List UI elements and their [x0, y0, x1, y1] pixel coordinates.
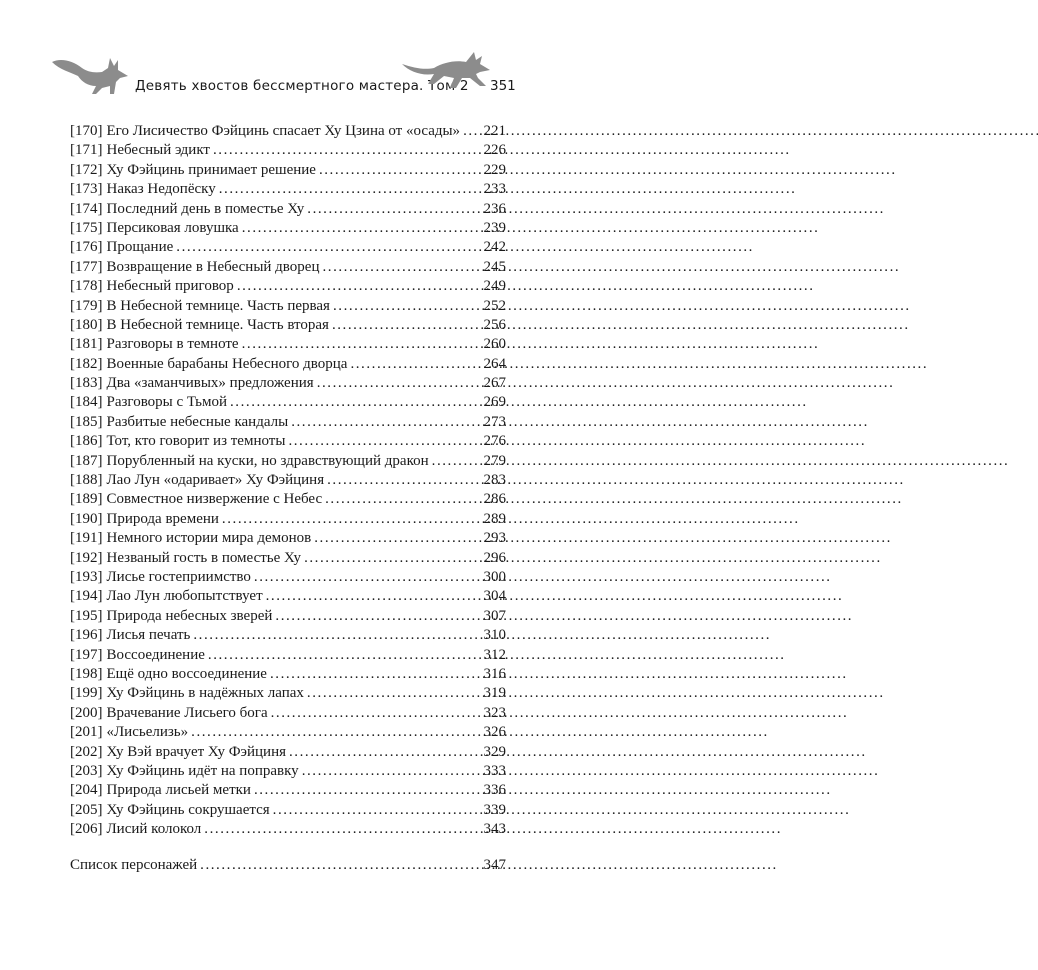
- toc-entry[interactable]: [70, 743, 506, 762]
- fox-silhouette-icon: [50, 48, 130, 96]
- toc-entry-number: [184]: [70, 394, 103, 411]
- toc-entry-page: 307: [483, 607, 506, 624]
- toc-entry-page: 279: [483, 452, 506, 469]
- toc-entry-number: [192]: [70, 549, 103, 566]
- toc-entry-page: 236: [483, 200, 506, 217]
- toc-entry[interactable]: [70, 665, 506, 684]
- toc-appendix-entry[interactable]: [70, 856, 506, 875]
- toc-entry-number: [206]: [70, 821, 103, 838]
- toc-entry[interactable]: [70, 549, 506, 568]
- toc-entry[interactable]: [70, 587, 506, 606]
- dot-leader: [463, 122, 480, 141]
- toc-entry-page: 269: [483, 394, 506, 411]
- toc-entry-number: [186]: [70, 433, 103, 450]
- toc-entry[interactable]: [70, 316, 506, 335]
- dot-leader: [230, 393, 481, 412]
- toc-entry-page: 312: [483, 646, 506, 663]
- toc-entry-number: [177]: [70, 258, 103, 275]
- dot-leader: [254, 781, 481, 800]
- toc-entry-number: [188]: [70, 472, 103, 489]
- toc-entry[interactable]: [70, 432, 506, 451]
- toc-entry-page: 296: [483, 549, 506, 566]
- dot-leader: [319, 161, 481, 180]
- toc-entry-title: Лисья печать: [106, 627, 191, 644]
- dot-leader: [254, 568, 481, 587]
- toc-entry-number: [197]: [70, 646, 103, 663]
- toc-entry-page: 226: [483, 142, 506, 159]
- toc-entry-number: [183]: [70, 375, 103, 392]
- dot-leader: [242, 219, 481, 238]
- toc-entry-page: 252: [483, 297, 506, 314]
- toc-entry-number: [182]: [70, 355, 103, 372]
- toc-entry-title: Ху Фэйцинь сокрушается: [106, 801, 270, 818]
- toc-entry[interactable]: [70, 122, 506, 141]
- toc-entry[interactable]: [70, 704, 506, 723]
- toc-entry-number: [195]: [70, 607, 103, 624]
- toc-entry-title: Наказ Недопёску: [106, 181, 216, 198]
- dot-leader: [350, 355, 480, 374]
- toc-entry[interactable]: [70, 355, 506, 374]
- toc-entry-title: Разбитые небесные кандалы: [106, 413, 289, 430]
- toc-entry-page: 267: [483, 375, 506, 392]
- toc-entry[interactable]: [70, 180, 506, 199]
- toc-entry-number: [181]: [70, 336, 103, 353]
- dot-leader: [302, 762, 481, 781]
- toc-entry-page: 343: [483, 821, 506, 838]
- toc-entry-page: 339: [483, 801, 506, 818]
- toc-entry-title: Порубленный на куски, но здравствующий дракон: [106, 452, 429, 469]
- toc-entry-title: Небесный эдикт: [106, 142, 210, 159]
- toc-entry-number: [178]: [70, 278, 103, 295]
- toc-entry-title: «Лисьелизь»: [106, 724, 189, 741]
- dot-leader: [271, 704, 481, 723]
- toc-entry-number: [200]: [70, 704, 103, 721]
- toc-entry-page: 329: [483, 743, 506, 760]
- toc-entry[interactable]: [70, 393, 506, 412]
- toc-entry-number: [196]: [70, 627, 103, 644]
- toc-entry-title: Совместное низвержение с Небес: [106, 491, 323, 508]
- toc-entry-number: [204]: [70, 782, 103, 799]
- toc-entry-number: [176]: [70, 239, 103, 256]
- toc-entry-number: [205]: [70, 801, 103, 818]
- dot-leader: [219, 180, 481, 199]
- page-header: [0, 0, 600, 110]
- toc-entry[interactable]: [70, 723, 506, 742]
- toc-entry-title: Военные барабаны Небесного дворца: [106, 355, 348, 372]
- toc-entry[interactable]: [70, 510, 506, 529]
- toc-entry[interactable]: [70, 762, 506, 781]
- toc-entry-title: Тот, кто говорит из темноты: [106, 433, 286, 450]
- dot-leader: [327, 471, 480, 490]
- dot-leader: [432, 452, 481, 471]
- toc-entry[interactable]: [70, 646, 506, 665]
- dot-leader: [237, 277, 481, 296]
- toc-entry-page: 239: [483, 219, 506, 236]
- toc-entry[interactable]: [70, 471, 506, 490]
- toc-entry-page: 229: [483, 161, 506, 178]
- dot-leader: [275, 607, 480, 626]
- toc-entry[interactable]: [70, 297, 506, 316]
- toc-entry-title: Последний день в поместье Ху: [106, 200, 305, 217]
- toc-entry[interactable]: [70, 820, 506, 839]
- toc-entry-title: Немного истории мира демонов: [106, 530, 312, 547]
- dot-leader: [266, 587, 481, 606]
- dot-leader: [200, 856, 480, 875]
- dot-leader: [176, 238, 480, 257]
- toc-entry-number: [189]: [70, 491, 103, 508]
- toc-entry-title: Небесный приговор: [106, 278, 234, 295]
- toc-entry-title: Ху Вэй врачует Ху Фэйциня: [106, 743, 286, 760]
- dot-leader: [322, 258, 480, 277]
- dot-leader: [291, 413, 480, 432]
- toc-entry[interactable]: [70, 277, 506, 296]
- toc-entry-page: 304: [483, 588, 506, 605]
- toc-entry-number: [201]: [70, 724, 103, 741]
- dot-leader: [289, 743, 481, 762]
- dot-leader: [208, 646, 481, 665]
- dot-leader: [304, 549, 480, 568]
- toc-entry-page: 293: [483, 530, 506, 547]
- toc-entry-title: Прощание: [106, 239, 174, 256]
- toc-entry-title: Незваный гость в поместье Ху: [106, 549, 302, 566]
- toc-entry-title: Лисье гостеприимство: [106, 568, 251, 585]
- toc-entry-title: Его Лисичество Фэйцинь спасает Ху Цзина от «осады»: [106, 123, 461, 139]
- toc-entry-title: В Небесной темнице. Часть вторая: [106, 316, 329, 333]
- toc-entry[interactable]: [70, 684, 506, 703]
- toc-entry-page: 276: [483, 433, 506, 450]
- toc-entry[interactable]: [70, 452, 506, 471]
- toc-entry-page: 249: [483, 278, 506, 295]
- dot-leader: [191, 723, 480, 742]
- toc-entry-page: 319: [483, 685, 506, 702]
- toc-entry-title: Ху Фэйцинь принимает решение: [106, 161, 316, 178]
- toc-entry-page: 336: [483, 782, 506, 799]
- toc-entry-number: [202]: [70, 743, 103, 760]
- dot-leader: [314, 529, 480, 548]
- toc-entry-page: 242: [483, 239, 506, 256]
- running-header-title: Девять хвостов бессмертного мастера. Том 2: [135, 78, 469, 94]
- toc-entry[interactable]: [70, 238, 506, 257]
- toc-entry-page: 283: [483, 472, 506, 489]
- toc-entry-title: Два «заманчивых» предложения: [106, 375, 314, 392]
- toc-entry-title: Ху Фэйцинь в надёжных лапах: [106, 685, 304, 702]
- toc-entry-title: Возвращение в Небесный дворец: [106, 258, 320, 275]
- toc-entry-page: 233: [483, 181, 506, 198]
- dot-leader: [307, 684, 481, 703]
- toc-entry-title: Ху Фэйцинь идёт на поправку: [106, 762, 299, 779]
- toc-entry-number: [174]: [70, 200, 103, 217]
- fox-running-icon: [400, 44, 492, 90]
- toc-entry[interactable]: [70, 141, 506, 160]
- page-number: 351: [490, 78, 516, 94]
- toc-entry-page: 347: [483, 857, 506, 873]
- toc-entry-page: 221: [483, 123, 506, 139]
- dot-leader: [273, 801, 481, 820]
- toc-entry-title: Разговоры в темноте: [106, 336, 239, 353]
- toc-entry-title: Лао Лун «одаривает» Ху Фэйциня: [106, 472, 325, 489]
- toc-entry-number: [172]: [70, 161, 103, 178]
- toc-entry-page: 289: [483, 510, 506, 527]
- toc-entry-title: Список персонажей: [70, 857, 198, 873]
- toc-entry-page: 300: [483, 568, 506, 585]
- dot-leader: [325, 490, 480, 509]
- toc-entry-page: 264: [483, 355, 506, 372]
- toc-entry-page: 245: [483, 258, 506, 275]
- toc-entry-title: Природа времени: [106, 510, 219, 527]
- toc-entry-number: [173]: [70, 181, 103, 198]
- dot-leader: [213, 141, 481, 160]
- toc-entry-title: Лисий колокол: [106, 821, 202, 838]
- toc-entry[interactable]: [70, 490, 506, 509]
- toc-entry-number: [175]: [70, 219, 103, 236]
- toc-entry-number: [170]: [70, 123, 103, 139]
- toc-entry-number: [185]: [70, 413, 103, 430]
- dot-leader: [288, 432, 480, 451]
- toc-entry[interactable]: [70, 801, 506, 820]
- dot-leader: [333, 297, 481, 316]
- dot-leader: [332, 316, 481, 335]
- toc-entry[interactable]: [70, 607, 506, 626]
- dot-leader: [270, 665, 481, 684]
- toc-entry[interactable]: [70, 335, 506, 354]
- toc-entry[interactable]: [70, 568, 506, 587]
- toc-entry[interactable]: [70, 219, 506, 238]
- toc-entry-page: 256: [483, 316, 506, 333]
- toc-entry-number: [171]: [70, 142, 103, 159]
- toc-entry-number: [198]: [70, 665, 103, 682]
- toc-entry-page: 316: [483, 665, 506, 682]
- toc-entry[interactable]: [70, 781, 506, 800]
- toc-entry-number: [194]: [70, 588, 103, 605]
- dot-leader: [222, 510, 481, 529]
- dot-leader: [242, 335, 481, 354]
- toc-entry-number: [203]: [70, 762, 103, 779]
- toc-entry-page: 260: [483, 336, 506, 353]
- toc-entry-title: Природа лисьей метки: [106, 782, 251, 799]
- toc-entry-page: 273: [483, 413, 506, 430]
- toc-entry[interactable]: [70, 626, 506, 645]
- dot-leader: [307, 200, 480, 219]
- toc-entry-page: 326: [483, 724, 506, 741]
- toc-entry-number: [180]: [70, 316, 103, 333]
- toc-entry-title: В Небесной темнице. Часть первая: [106, 297, 330, 314]
- dot-leader: [193, 626, 480, 645]
- toc-entry-number: [199]: [70, 685, 103, 702]
- toc-entry-number: [179]: [70, 297, 103, 314]
- toc-entry-number: [190]: [70, 510, 103, 527]
- toc-entry[interactable]: [70, 161, 506, 180]
- dot-leader: [204, 820, 480, 839]
- toc-entry[interactable]: [70, 200, 506, 219]
- toc-entry-title: Врачевание Лисьего бога: [106, 704, 268, 721]
- toc-entry-title: Разговоры с Тьмой: [106, 394, 227, 411]
- toc-entry[interactable]: [70, 529, 506, 548]
- toc-entry-number: [187]: [70, 452, 103, 469]
- toc-entry-title: Персиковая ловушка: [106, 219, 239, 236]
- table-of-contents: [70, 122, 506, 839]
- toc-entry-number: [193]: [70, 568, 103, 585]
- toc-entry-number: [191]: [70, 530, 103, 547]
- toc-entry-page: 310: [483, 627, 506, 644]
- toc-entry-title: Ещё одно воссоединение: [106, 665, 267, 682]
- dot-leader: [317, 374, 481, 393]
- toc-entry-page: 333: [483, 762, 506, 779]
- toc-entry-title: Лао Лун любопытствует: [106, 588, 263, 605]
- toc-entry[interactable]: [70, 374, 506, 393]
- toc-entry-page: 286: [483, 491, 506, 508]
- toc-entry-page: 323: [483, 704, 506, 721]
- toc-entry[interactable]: [70, 258, 506, 277]
- toc-entry[interactable]: [70, 413, 506, 432]
- toc-entry-title: Воссоединение: [106, 646, 205, 663]
- toc-entry-title: Природа небесных зверей: [106, 607, 273, 624]
